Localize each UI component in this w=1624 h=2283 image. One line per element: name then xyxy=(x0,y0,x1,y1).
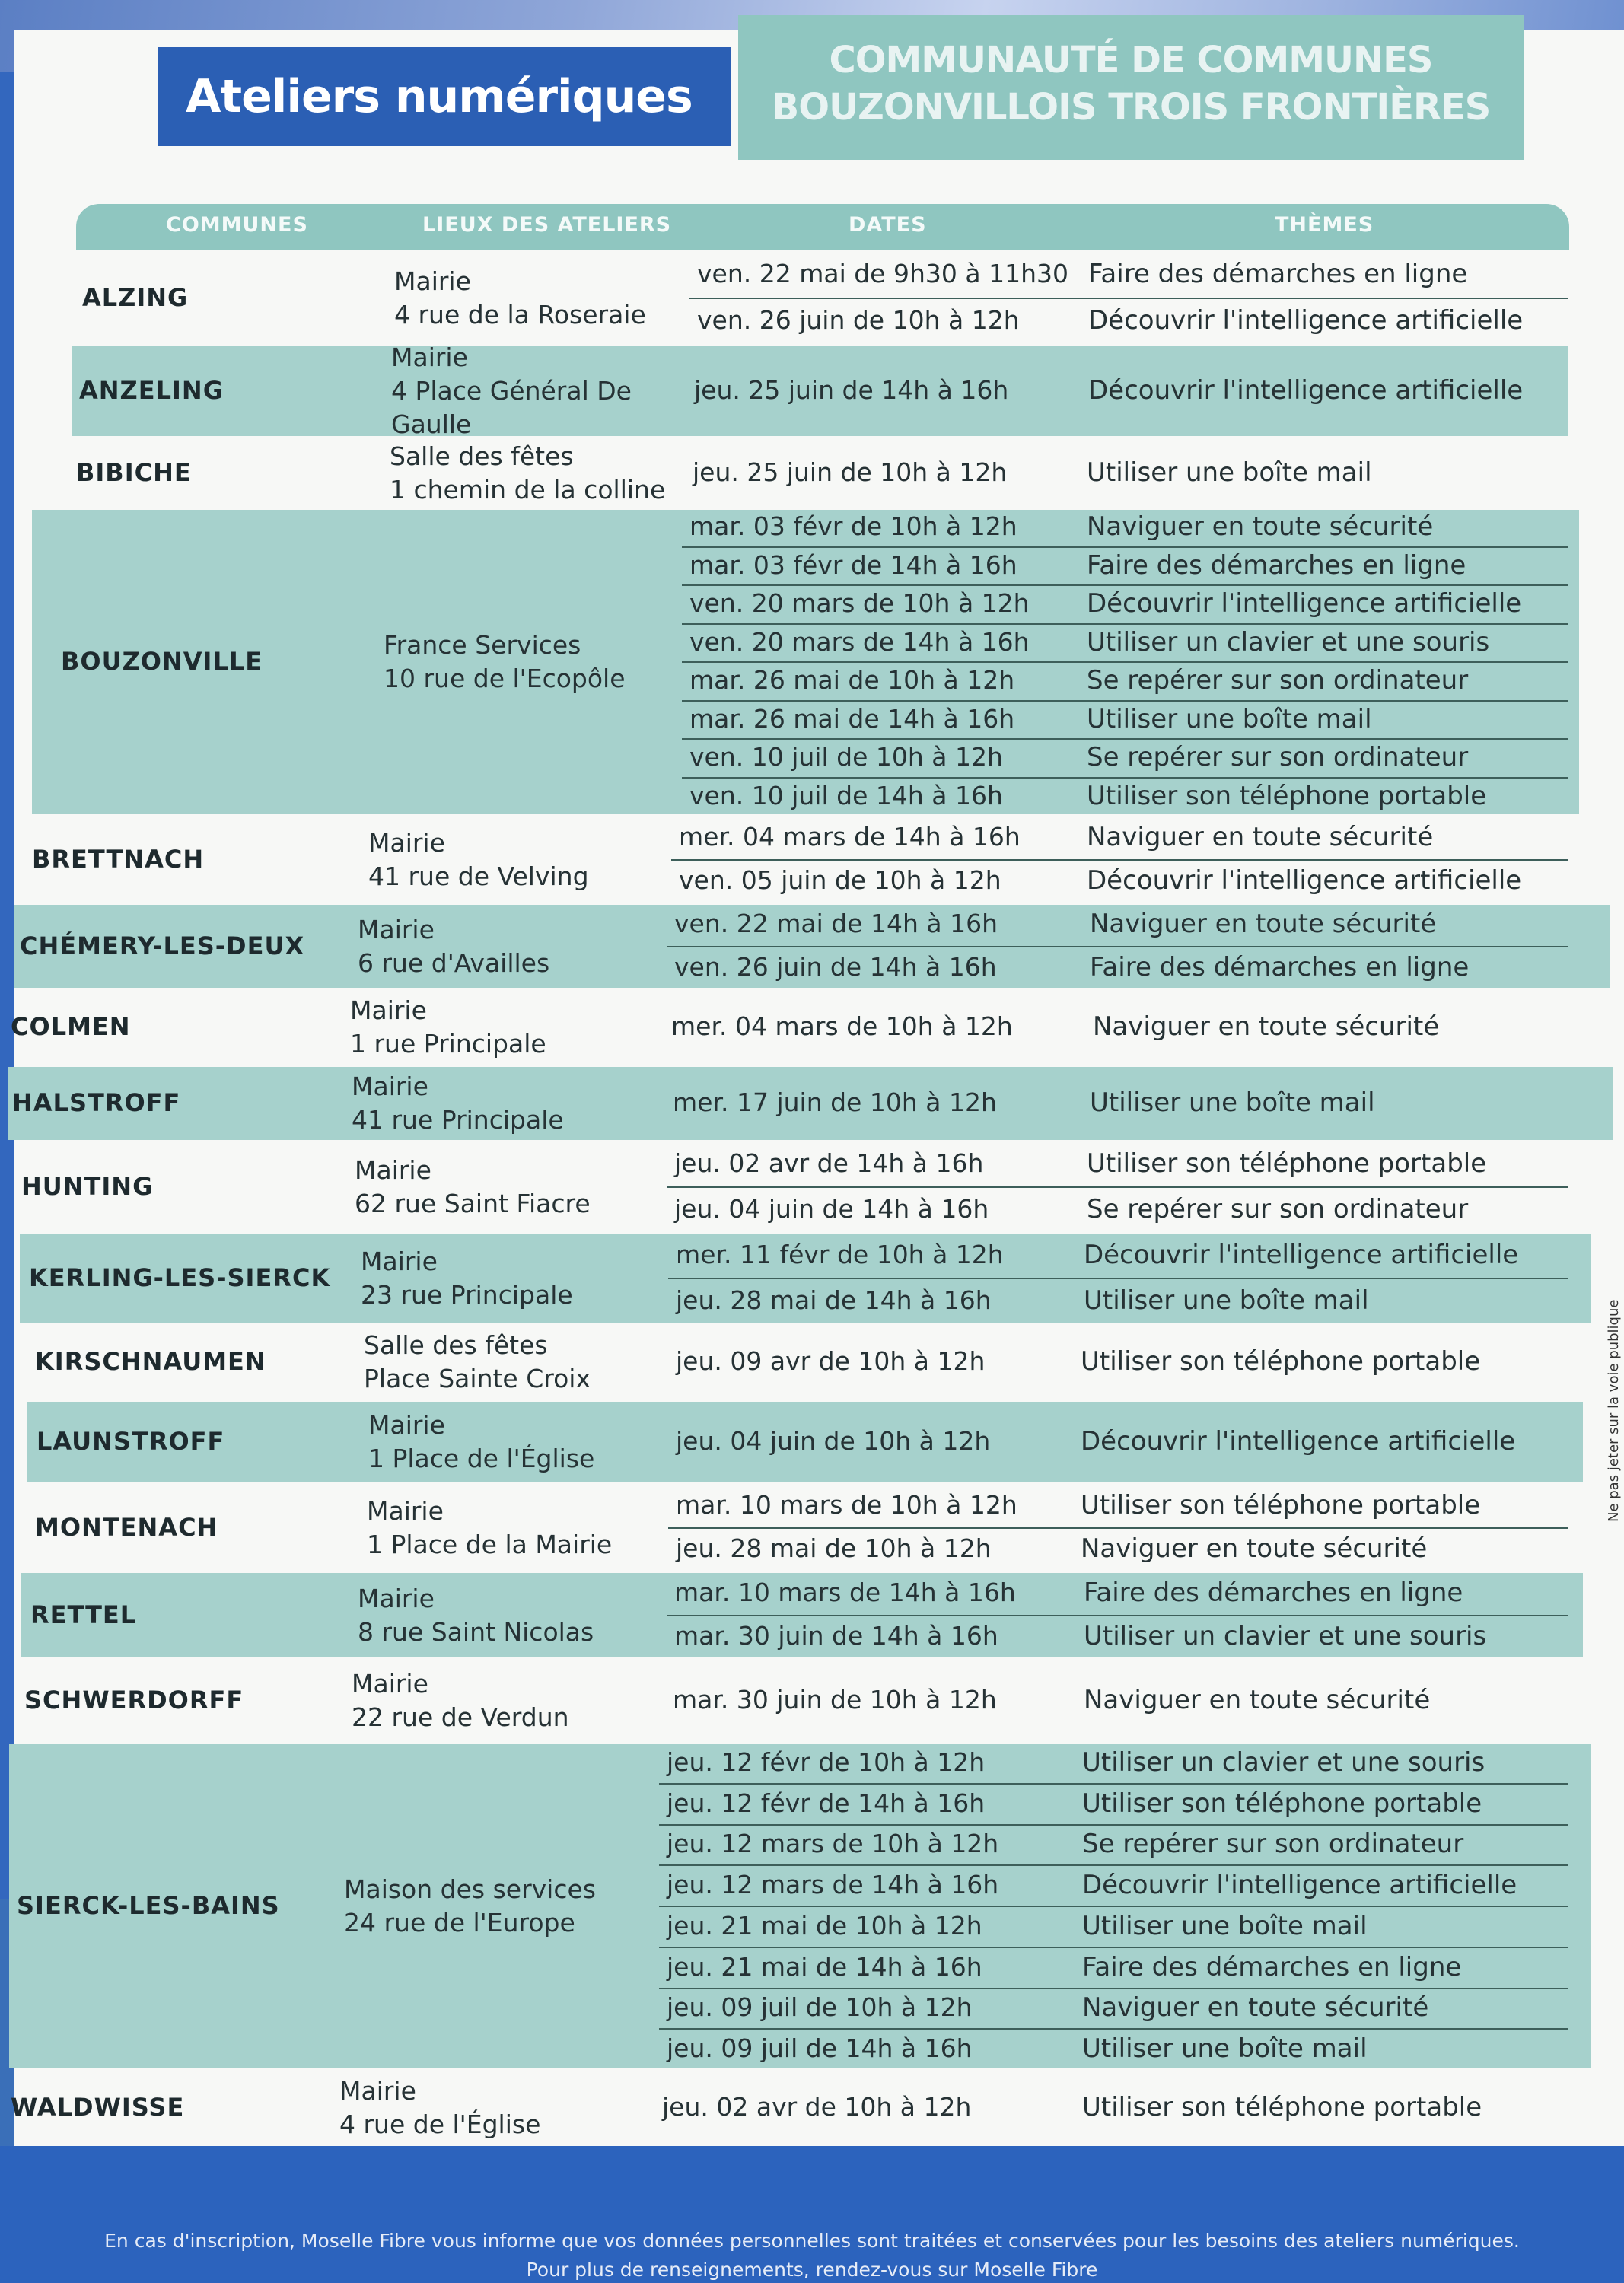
venue-line: 23 rue Principale xyxy=(361,1280,573,1310)
session-date: jeu. 25 juin de 14h à 16h xyxy=(694,375,1009,405)
venue-line: 1 rue Principale xyxy=(350,1029,546,1059)
session-theme: Naviguer en toute sécurité xyxy=(1081,1533,1428,1565)
commune-name: KERLING-LES-SIERCK xyxy=(29,1263,331,1292)
footer-more-info: Pour plus de renseignements, rendez-vous sur Moselle Fibre xyxy=(526,2259,1098,2281)
session-theme: Utiliser son téléphone portable xyxy=(1082,2092,1482,2122)
session-theme: Faire des démarches en ligne xyxy=(1087,549,1466,581)
venue-line: Mairie xyxy=(339,2076,416,2106)
session-theme: Utiliser son téléphone portable xyxy=(1087,1148,1487,1179)
venue-line: Salle des fêtes xyxy=(390,441,574,471)
venue-line: 4 rue de l'Église xyxy=(339,2109,541,2139)
side-note: Ne pas jeter sur la voie publique xyxy=(1606,1299,1622,1522)
venue-line: 41 rue de Velving xyxy=(368,861,589,891)
session-divider xyxy=(671,859,1568,861)
session-theme: Découvrir l'intelligence artificielle xyxy=(1088,305,1524,336)
session-date: mar. 10 mars de 14h à 16h xyxy=(674,1577,1016,1607)
table-row xyxy=(0,1233,1624,1324)
session-date: mar. 26 mai de 10h à 12h xyxy=(689,665,1015,696)
session-theme: Utiliser une boîte mail xyxy=(1084,1285,1369,1316)
session-date: jeu. 09 avr de 10h à 12h xyxy=(676,1346,986,1376)
column-header-lieux: LIEUX DES ATELIERS xyxy=(422,213,672,237)
commune-name: CHÉMERY-LES-DEUX xyxy=(20,931,305,960)
venue-line: Salle des fêtes xyxy=(364,1330,548,1360)
session-date: jeu. 25 juin de 10h à 12h xyxy=(693,457,1008,487)
commune-name: BOUZONVILLE xyxy=(61,647,263,676)
venue-line: Mairie xyxy=(358,914,435,944)
session-date: mar. 30 juin de 14h à 16h xyxy=(674,1621,998,1651)
session-divider xyxy=(659,1783,1568,1785)
session-theme: Naviguer en toute sécurité xyxy=(1087,511,1434,543)
session-divider xyxy=(659,1988,1568,1989)
venue-line: 4 rue de la Roseraie xyxy=(394,299,646,330)
table-row xyxy=(0,1571,1624,1659)
session-date: jeu. 28 mai de 10h à 12h xyxy=(676,1533,992,1564)
commune-name: WALDWISSE xyxy=(11,2093,185,2122)
session-date: jeu. 09 juil de 10h à 12h xyxy=(667,1992,973,2023)
session-theme: Utiliser son téléphone portable xyxy=(1082,1788,1482,1819)
venue-line: Mairie xyxy=(394,266,471,296)
venue-line: Mairie xyxy=(368,827,445,858)
venue-line: 41 rue Principale xyxy=(352,1105,564,1135)
venue-line: Gaulle xyxy=(391,409,472,439)
table-row xyxy=(0,903,1624,989)
table-row xyxy=(0,1400,1624,1484)
session-theme: Se repérer sur son ordinateur xyxy=(1087,1194,1469,1224)
session-theme: Utiliser son téléphone portable xyxy=(1081,1346,1481,1377)
flyer-title: Ateliers numériques xyxy=(158,47,731,146)
session-date: ven. 05 juin de 10h à 12h xyxy=(679,865,1001,896)
session-theme: Utiliser une boîte mail xyxy=(1087,703,1372,734)
session-theme: Utiliser un clavier et une souris xyxy=(1082,1746,1485,1778)
session-theme: Utiliser une boîte mail xyxy=(1087,457,1372,488)
venue-line: Mairie xyxy=(368,1410,445,1440)
commune-name: BIBICHE xyxy=(76,457,192,487)
table-row xyxy=(0,1065,1624,1142)
session-date: ven. 20 mars de 14h à 16h xyxy=(689,626,1030,657)
venue-line: Mairie xyxy=(352,1669,428,1699)
table-row xyxy=(0,251,1624,345)
session-date: jeu. 04 juin de 14h à 16h xyxy=(674,1194,989,1224)
session-date: mer. 17 juin de 10h à 12h xyxy=(673,1087,997,1117)
venue-line: Place Sainte Croix xyxy=(364,1364,591,1393)
session-theme: Découvrir l'intelligence artificielle xyxy=(1087,588,1522,619)
venue-line: 4 Place Général De xyxy=(391,376,632,406)
session-theme: Découvrir l'intelligence artificielle xyxy=(1081,1426,1516,1457)
session-theme: Utiliser son téléphone portable xyxy=(1087,780,1487,811)
session-date: ven. 26 juin de 10h à 12h xyxy=(697,305,1020,336)
venue-line: Mairie xyxy=(350,995,427,1025)
session-date: mer. 04 mars de 14h à 16h xyxy=(679,821,1021,852)
organizer-line-1: COMMUNAUTÉ DE COMMUNES xyxy=(829,39,1433,81)
venue-line: 62 rue Saint Fiacre xyxy=(355,1189,591,1218)
commune-name: KIRSCHNAUMEN xyxy=(35,1347,266,1376)
session-date: jeu. 21 mai de 14h à 16h xyxy=(667,1951,982,1982)
venue-line: 1 Place de l'Église xyxy=(368,1444,595,1473)
table-row xyxy=(0,1743,1624,2070)
session-theme: Naviguer en toute sécurité xyxy=(1090,909,1437,940)
session-date: mar. 03 févr de 14h à 16h xyxy=(689,549,1017,580)
session-date: jeu. 04 juin de 10h à 12h xyxy=(676,1426,991,1456)
venue-line: 22 rue de Verdun xyxy=(352,1702,569,1732)
session-theme: Découvrir l'intelligence artificielle xyxy=(1087,865,1522,896)
table-row xyxy=(0,508,1624,816)
session-divider xyxy=(689,298,1568,299)
venue-line: Maison des services xyxy=(344,1874,596,1904)
session-divider xyxy=(682,546,1568,548)
venue-line: 1 chemin de la colline xyxy=(390,474,666,505)
session-theme: Naviguer en toute sécurité xyxy=(1084,1685,1431,1715)
session-theme: Découvrir l'intelligence artificielle xyxy=(1088,375,1524,406)
session-date: mar. 26 mai de 14h à 16h xyxy=(689,703,1015,734)
session-theme: Faire des démarches en ligne xyxy=(1082,1951,1462,1982)
commune-name: SCHWERDORFF xyxy=(24,1686,244,1715)
session-theme: Utiliser une boîte mail xyxy=(1082,1910,1368,1941)
column-header-dates: DATES xyxy=(849,213,927,237)
venue-line: 6 rue d'Availles xyxy=(358,947,550,978)
session-divider xyxy=(667,946,1568,947)
session-theme: Utiliser une boîte mail xyxy=(1090,1087,1375,1118)
venue-line: France Services xyxy=(384,630,581,660)
footer-notice: En cas d'inscription, Moselle Fibre vous informe que vos données personnelles sont traitées et conservées pour les besoins des ateliers numériques. xyxy=(104,2230,1520,2252)
commune-name: COLMEN xyxy=(11,1012,131,1041)
session-date: jeu. 21 mai de 10h à 12h xyxy=(667,1910,982,1941)
session-date: jeu. 12 mars de 14h à 16h xyxy=(667,1870,999,1900)
session-date: ven. 10 juil de 14h à 16h xyxy=(689,780,1003,810)
commune-name: MONTENACH xyxy=(35,1512,218,1542)
session-divider xyxy=(659,2028,1568,2030)
venue-line: Mairie xyxy=(352,1071,428,1101)
table-row xyxy=(0,1484,1624,1571)
venue-line: Mairie xyxy=(367,1495,444,1526)
venue-line: Mairie xyxy=(358,1583,435,1613)
session-divider xyxy=(682,661,1568,663)
session-divider xyxy=(682,738,1568,740)
session-divider xyxy=(668,1278,1568,1279)
table-row xyxy=(0,1324,1624,1400)
session-theme: Naviguer en toute sécurité xyxy=(1087,821,1434,852)
commune-name: ANZELING xyxy=(79,376,224,405)
venue-line: 1 Place de la Mairie xyxy=(367,1529,613,1559)
venue-line: 24 rue de l'Europe xyxy=(344,1908,575,1938)
session-divider xyxy=(668,1527,1568,1529)
session-theme: Utiliser un clavier et une souris xyxy=(1084,1621,1487,1652)
commune-name: BRETTNACH xyxy=(32,844,205,874)
session-theme: Utiliser un clavier et une souris xyxy=(1087,626,1490,658)
table-row xyxy=(0,989,1624,1065)
session-date: mar. 10 mars de 10h à 12h xyxy=(676,1489,1017,1520)
session-date: ven. 22 mai de 9h30 à 11h30 xyxy=(697,258,1068,288)
commune-name: ALZING xyxy=(82,282,189,312)
session-theme: Utiliser son téléphone portable xyxy=(1081,1489,1481,1520)
table-row xyxy=(0,1142,1624,1233)
session-theme: Faire des démarches en ligne xyxy=(1090,951,1470,982)
session-theme: Découvrir l'intelligence artificielle xyxy=(1082,1870,1517,1901)
session-divider xyxy=(659,1906,1568,1907)
session-theme: Faire des démarches en ligne xyxy=(1088,258,1468,289)
session-date: mer. 11 févr de 10h à 12h xyxy=(676,1240,1004,1269)
session-divider xyxy=(659,1824,1568,1826)
session-date: jeu. 12 févr de 10h à 12h xyxy=(667,1746,986,1777)
session-theme: Naviguer en toute sécurité xyxy=(1082,1992,1429,2023)
session-divider xyxy=(659,1864,1568,1866)
table-row xyxy=(0,2070,1624,2146)
commune-name: RETTEL xyxy=(30,1600,137,1629)
venue-line: Mairie xyxy=(355,1155,431,1185)
venue-line: 10 rue de l'Ecopôle xyxy=(384,664,626,693)
session-date: mar. 30 juin de 10h à 12h xyxy=(673,1685,997,1715)
session-theme: Se repérer sur son ordinateur xyxy=(1082,1829,1464,1860)
session-date: jeu. 02 avr de 10h à 12h xyxy=(662,2092,972,2122)
table-row xyxy=(0,816,1624,903)
session-date: mer. 04 mars de 10h à 12h xyxy=(671,1011,1013,1041)
commune-name: HALSTROFF xyxy=(12,1088,181,1117)
table-row xyxy=(0,342,1624,439)
table-row xyxy=(0,1659,1624,1743)
session-divider xyxy=(682,777,1568,779)
venue-line: Mairie xyxy=(361,1247,438,1276)
organizer-line-2: BOUZONVILLOIS TROIS FRONTIÈRES xyxy=(771,86,1491,129)
session-date: ven. 10 juil de 10h à 12h xyxy=(689,742,1003,772)
session-date: jeu. 12 mars de 10h à 12h xyxy=(667,1829,999,1859)
session-divider xyxy=(659,1947,1568,1948)
session-divider xyxy=(682,584,1568,586)
session-divider xyxy=(682,700,1568,702)
session-theme: Naviguer en toute sécurité xyxy=(1093,1011,1440,1042)
session-theme: Faire des démarches en ligne xyxy=(1084,1577,1463,1608)
session-theme: Utiliser une boîte mail xyxy=(1082,2033,1368,2065)
session-date: jeu. 12 févr de 14h à 16h xyxy=(667,1788,986,1818)
session-date: ven. 26 juin de 14h à 16h xyxy=(674,951,997,982)
session-date: mar. 03 févr de 10h à 12h xyxy=(689,511,1017,542)
table-header xyxy=(76,204,1569,250)
commune-name: HUNTING xyxy=(21,1172,154,1201)
session-date: jeu. 28 mai de 14h à 16h xyxy=(676,1285,992,1315)
session-date: ven. 20 mars de 10h à 12h xyxy=(689,588,1030,619)
session-date: jeu. 09 juil de 14h à 16h xyxy=(667,2033,973,2064)
venue-line: 8 rue Saint Nicolas xyxy=(358,1616,594,1647)
session-divider xyxy=(667,1615,1568,1616)
session-theme: Se repérer sur son ordinateur xyxy=(1087,742,1469,773)
session-date: jeu. 02 avr de 14h à 16h xyxy=(674,1148,984,1178)
venue-line: Mairie xyxy=(391,342,468,372)
session-theme: Découvrir l'intelligence artificielle xyxy=(1084,1240,1519,1270)
commune-name: LAUNSTROFF xyxy=(37,1427,225,1456)
table-row xyxy=(0,438,1624,508)
session-date: ven. 22 mai de 14h à 16h xyxy=(674,909,998,939)
organizer-banner xyxy=(738,15,1524,160)
session-divider xyxy=(667,1186,1568,1188)
column-header-themes: THÈMES xyxy=(1275,213,1374,237)
session-theme: Se repérer sur son ordinateur xyxy=(1087,665,1469,696)
column-header-communes: COMMUNES xyxy=(166,213,308,237)
commune-name: SIERCK-LES-BAINS xyxy=(17,1891,280,1920)
session-divider xyxy=(682,623,1568,625)
